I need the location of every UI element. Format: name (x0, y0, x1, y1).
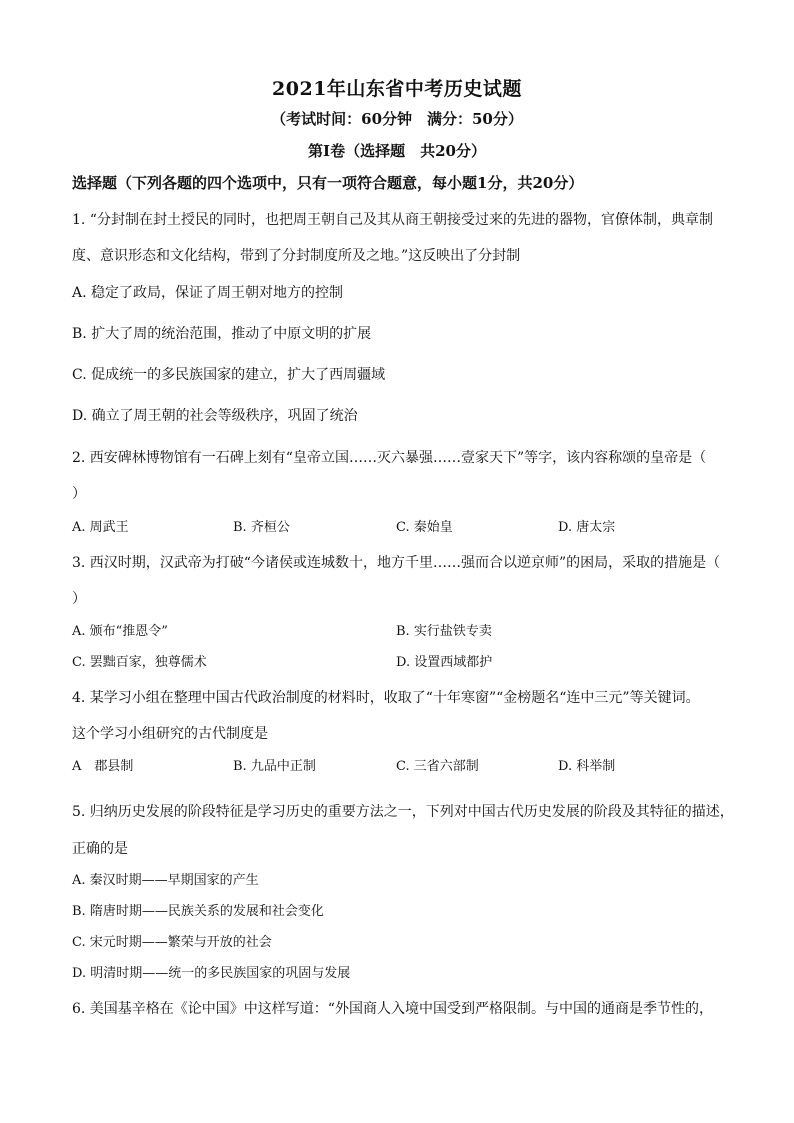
question-3-line-1: 3. 西汉时期，汉武帝为打破“今诸侯或连城数十，地方千里……强而合以逆京师”的困局，采取的措施是（ (72, 555, 721, 571)
question-5-line-1: 5. 归纳历史发展的阶段特征是学习历史的重要方法之一，下列对中国古代历史发展的阶段及其特征的描述， (72, 804, 734, 820)
question-3-option-c: C. 罢黜百家，独尊儒术 (72, 655, 207, 670)
exam-time-score: （考试时间：60分钟 满分：50分） (271, 110, 523, 128)
section-instruction: 选择题（下列各题的四个选项中，只有一项符合题意，每小题1分，共20分） (72, 174, 584, 192)
question-5-option-a: A. 秦汉时期——早期国家的产生 (72, 873, 259, 888)
question-1-option-d: D. 确立了周王朝的社会等级秩序，巩固了统治 (72, 408, 358, 424)
question-3-option-b: B. 实行盐铁专卖 (396, 624, 492, 639)
exam-title: 2021年山东省中考历史试题 (272, 78, 522, 100)
question-2-option-a: A. 周武王 (72, 520, 129, 535)
question-3-line-2: ） (72, 591, 86, 607)
question-1-option-b: B. 扩大了周的统治范围，推动了中原文明的扩展 (72, 326, 372, 342)
question-1-option-c: C. 促成统一的多民族国家的建立，扩大了西周疆域 (72, 367, 386, 383)
question-4-line-1: 4. 某学习小组在整理中国古代政治制度的材料时，收取了“十年寒窗”“金榜题名“连中三元”等关键词。 (72, 690, 700, 706)
question-2-option-d: D. 唐太宗 (558, 520, 616, 535)
question-4-option-d: D. 科举制 (558, 759, 616, 774)
question-2-option-c: C. 秦始皇 (396, 520, 453, 535)
question-3-option-d: D. 设置西域都护 (396, 655, 493, 670)
question-1-line-2: 度、意识形态和文化结构，带到了分封制度所及之地。”这反映出了分封制 (72, 248, 521, 264)
question-5-option-b: B. 隋唐时期——民族关系的发展和社会变化 (72, 904, 324, 919)
question-4-option-b: B. 九品中正制 (233, 759, 316, 774)
question-4-option-c: C. 三省六部制 (396, 759, 479, 774)
question-3-option-a: A. 颁布“推恩令” (72, 624, 168, 639)
question-2-option-b: B. 齐桓公 (233, 520, 290, 535)
question-4-line-2: 这个学习小组研究的古代制度是 (72, 726, 268, 742)
question-5-option-d: D. 明清时期——统一的多民族国家的巩固与发展 (72, 966, 351, 981)
question-1-option-a: A. 稳定了政局，保证了周王朝对地方的控制 (72, 285, 344, 301)
question-1-line-1: 1. “分封制在封土授民的同时，也把周王朝自己及其从商王朝接受过来的先进的器物，官僚体制，典章制 (72, 212, 713, 228)
question-2-line-2: ） (72, 486, 86, 502)
section-heading: 第Ⅰ卷（选择题 共20分） (308, 142, 486, 160)
question-6-line-1: 6. 美国基辛格在《论中国》中这样写道：“外国商人入境中国受到严格限制。与中国的通商是季节性的， (72, 1001, 713, 1017)
question-2-line-1: 2. 西安碑林博物馆有一石碑上刻有“皇帝立国……灭六暴强……壹家天下”等字，该内容称颂的皇帝是（ (72, 450, 707, 466)
question-5-option-c: C. 宋元时期——繁荣与开放的社会 (72, 935, 272, 950)
question-4-option-a: A 郡县制 (72, 759, 134, 774)
question-5-line-2: 正确的是 (72, 841, 128, 857)
